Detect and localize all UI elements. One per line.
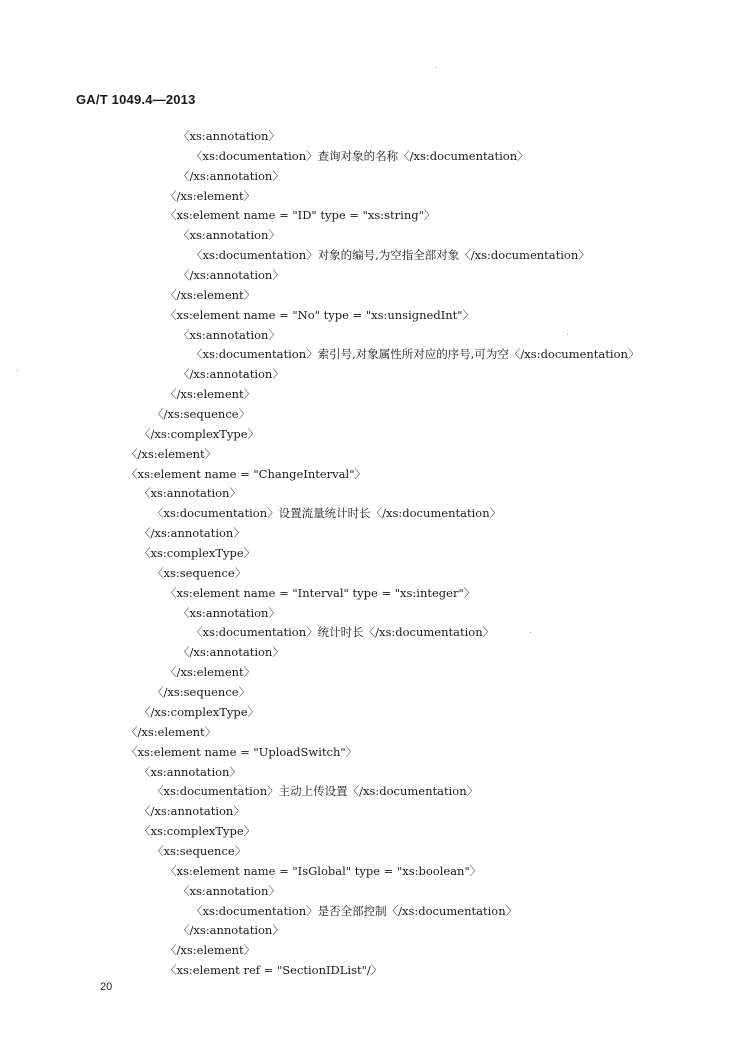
- code-line: 〈/xs:annotation〉: [178, 367, 284, 382]
- xsd-code-block: [0, 127, 750, 981]
- code-line: 〈/xs:complexType〉: [139, 704, 260, 719]
- code-line: 〈xs:annotation〉: [178, 605, 280, 620]
- code-line: 〈/xs:element〉: [165, 665, 256, 680]
- code-line: 〈xs:element name = "Interval" type = "xs:integer"〉: [165, 585, 476, 600]
- code-line: 〈xs:element name = "IsGlobal" type = "xs:boolean"〉: [165, 863, 482, 878]
- code-line: 〈xs:annotation〉: [178, 129, 280, 143]
- code-line: 〈xs:documentation〉查询对象的名称〈/xs:documentation〉: [191, 148, 529, 163]
- code-line: 〈xs:complexType〉: [139, 824, 256, 839]
- code-line: 〈xs:annotation〉: [178, 883, 280, 898]
- code-line: 〈xs:sequence〉: [152, 565, 247, 580]
- code-line: 〈/xs:complexType〉: [139, 426, 260, 441]
- code-line: 〈xs:annotation〉: [178, 228, 280, 243]
- code-line: 〈xs:annotation〉: [178, 327, 280, 342]
- code-line: 〈/xs:sequence〉: [152, 407, 251, 422]
- code-line: 〈/xs:element〉: [126, 446, 217, 461]
- scan-speck: [436, 67, 437, 68]
- code-line: 〈xs:documentation〉设置流量统计时长〈/xs:documentation〉: [152, 506, 502, 521]
- code-line: 〈xs:element name = "ChangeInterval"〉: [126, 466, 366, 481]
- code-line: 〈/xs:element〉: [165, 943, 256, 958]
- code-line: 〈/xs:annotation〉: [139, 804, 245, 819]
- code-line: 〈/xs:element〉: [165, 188, 256, 203]
- code-line: 〈xs:documentation〉主动上传设置〈/xs:documentation〉: [152, 784, 479, 799]
- code-line: 〈xs:documentation〉是否全部控制〈/xs:documentation〉: [191, 903, 518, 918]
- code-line: 〈/xs:sequence〉: [152, 685, 251, 700]
- code-line: 〈/xs:element〉: [165, 387, 256, 402]
- code-line: 〈xs:documentation〉统计时长〈/xs:documentation〉: [191, 625, 495, 640]
- code-line: 〈xs:element name = "UploadSwitch"〉: [126, 744, 358, 759]
- code-line: 〈xs:sequence〉: [152, 843, 247, 858]
- code-line: 〈/xs:annotation〉: [178, 168, 284, 183]
- scan-speck: [567, 334, 568, 335]
- page-number: 20: [100, 981, 113, 993]
- code-line: 〈xs:documentation〉索引号,对象属性所对应的序号,可为空〈/xs:documentation〉: [191, 347, 640, 362]
- code-line: 〈xs:element name = "ID" type = "xs:string"〉: [165, 208, 436, 223]
- code-line: 〈/xs:element〉: [165, 287, 256, 302]
- code-line: 〈xs:complexType〉: [139, 546, 256, 561]
- code-line: 〈xs:annotation〉: [139, 764, 241, 779]
- code-line: 〈/xs:annotation〉: [178, 645, 284, 660]
- code-line: 〈/xs:element〉: [126, 724, 217, 739]
- code-line: 〈xs:annotation〉: [139, 486, 241, 501]
- code-line: 〈xs:documentation〉对象的编号,为空指全部对象〈/xs:documentation〉: [191, 248, 590, 263]
- code-line: 〈/xs:annotation〉: [178, 268, 284, 283]
- standard-id-header: GA/T 1049.4—2013: [76, 92, 196, 107]
- code-line: 〈xs:element name = "No" type = "xs:unsignedInt"〉: [165, 307, 475, 322]
- scan-speck: [530, 632, 531, 633]
- scan-speck: [17, 370, 18, 371]
- code-line: 〈/xs:annotation〉: [139, 526, 245, 541]
- code-line: 〈/xs:annotation〉: [178, 923, 284, 938]
- code-line: 〈xs:element ref = "SectionIDList"/〉: [165, 963, 383, 978]
